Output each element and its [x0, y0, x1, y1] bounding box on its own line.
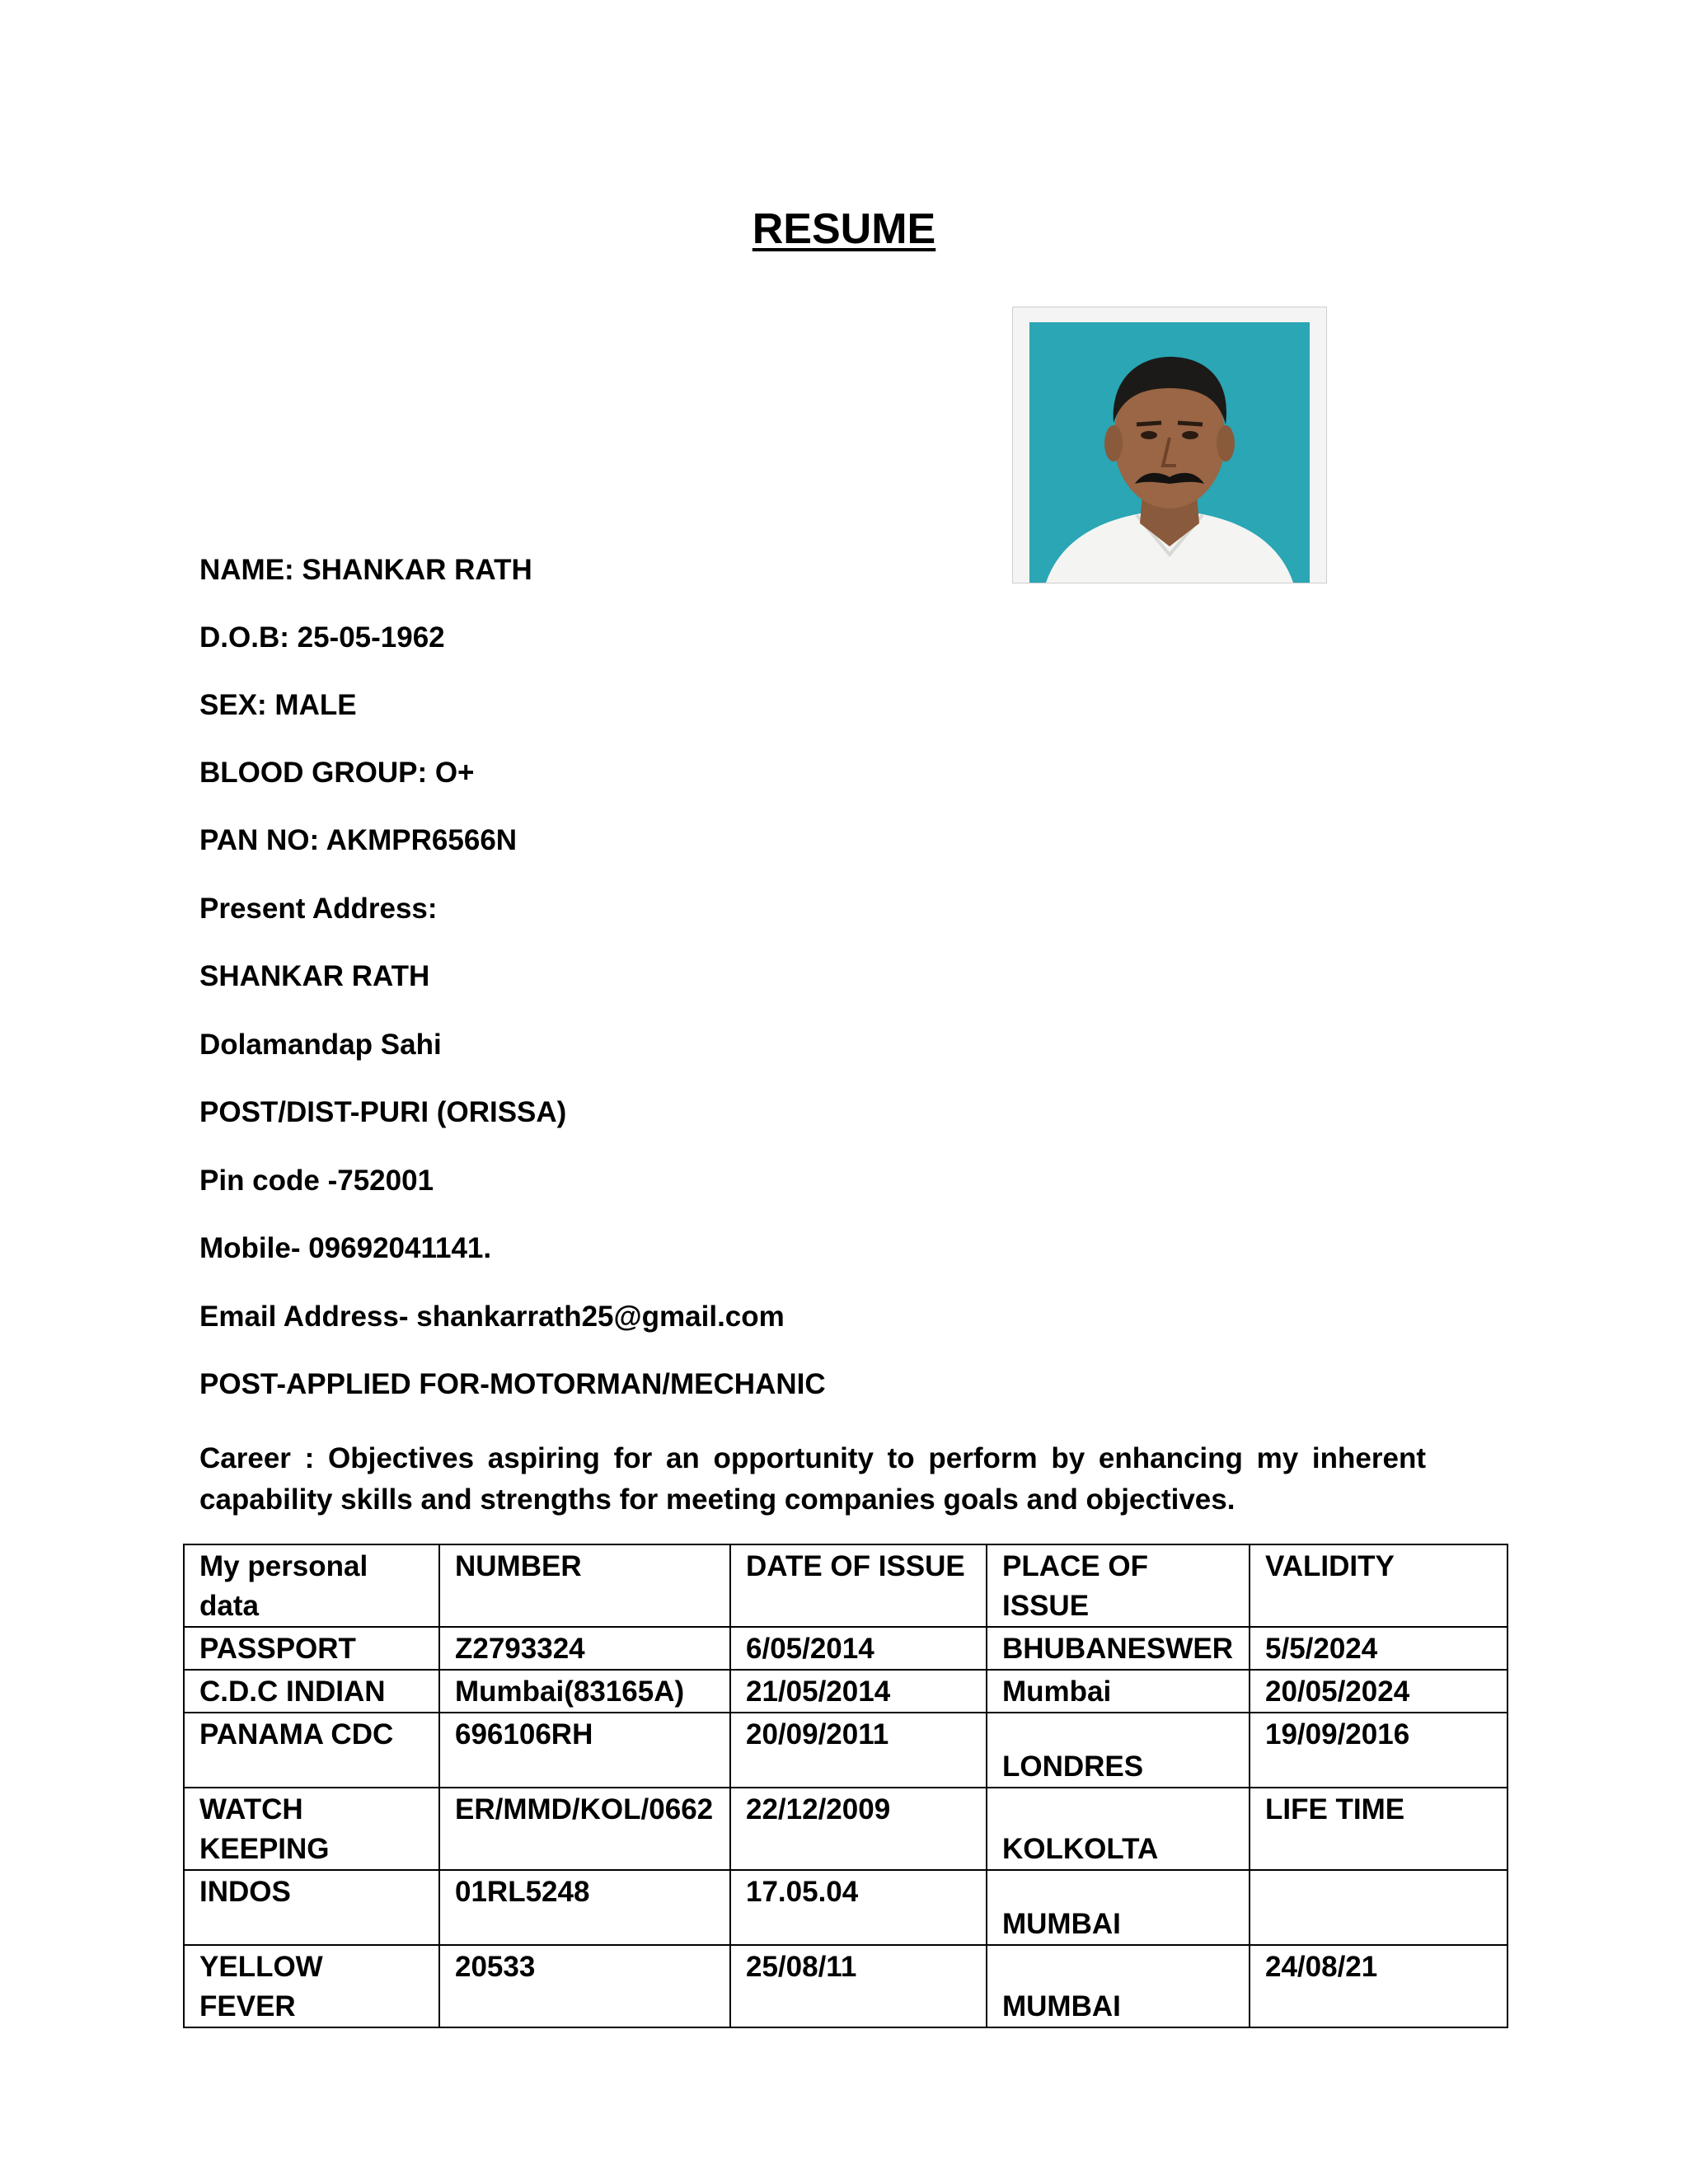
blood-group-field: BLOOD GROUP: O+: [199, 757, 475, 789]
table-cell: MUMBAI: [987, 1945, 1250, 2027]
table-header-cell: NUMBER: [439, 1544, 730, 1627]
pin-code-field: Pin code -752001: [199, 1165, 434, 1197]
table-cell: 696106RH: [439, 1713, 730, 1788]
name-field: NAME: SHANKAR RATH: [199, 554, 532, 586]
table-cell: MUMBAI: [987, 1870, 1250, 1945]
table-cell: INDOS: [184, 1870, 439, 1945]
table-header-cell: DATE OF ISSUE: [730, 1544, 987, 1627]
email-field: Email Address- shankarrath25@gmail.com: [199, 1301, 785, 1333]
address-heading: Present Address:: [199, 893, 438, 925]
table-cell: PANAMA CDC: [184, 1713, 439, 1788]
table-cell: 19/09/2016: [1250, 1713, 1507, 1788]
table-cell: 5/5/2024: [1250, 1627, 1507, 1670]
table-cell: ER/MMD/KOL/0662: [439, 1788, 730, 1870]
table-cell: LIFE TIME: [1250, 1788, 1507, 1870]
address-line-2: POST/DIST-PURI (ORISSA): [199, 1096, 567, 1128]
table-cell: C.D.C INDIAN: [184, 1670, 439, 1713]
table-cell: Mumbai: [987, 1670, 1250, 1713]
table-cell: [1250, 1870, 1507, 1945]
address-name: SHANKAR RATH: [199, 960, 430, 992]
table-cell: WATCH KEEPING: [184, 1788, 439, 1870]
table-cell: Mumbai(83165A): [439, 1670, 730, 1713]
table-cell: LONDRES: [987, 1713, 1250, 1788]
table-header-row: [184, 1544, 1507, 1627]
sex-field: SEX: MALE: [199, 689, 357, 721]
table-cell: 24/08/21: [1250, 1945, 1507, 2027]
table-row: [184, 1713, 1507, 1788]
table-header-cell: My personal data: [184, 1544, 439, 1627]
table-cell: 22/12/2009: [730, 1788, 987, 1870]
table-cell: 6/05/2014: [730, 1627, 987, 1670]
page-title: RESUME: [752, 205, 936, 253]
table-cell: 21/05/2014: [730, 1670, 987, 1713]
table-row: [184, 1945, 1507, 2027]
table-row: [184, 1788, 1507, 1870]
table-cell: 17.05.04: [730, 1870, 987, 1945]
portrait-photo: [1012, 307, 1327, 583]
table-cell: 20533: [439, 1945, 730, 2027]
table-header-cell: PLACE OF ISSUE: [987, 1544, 1250, 1627]
table-header-cell: VALIDITY: [1250, 1544, 1507, 1627]
table-cell: PASSPORT: [184, 1627, 439, 1670]
documents-table: [183, 1544, 1508, 2028]
mobile-field: Mobile- 09692041141.: [199, 1232, 492, 1264]
table-cell: Z2793324: [439, 1627, 730, 1670]
table-cell: 20/09/2011: [730, 1713, 987, 1788]
table-cell: KOLKOLTA: [987, 1788, 1250, 1870]
table-cell: 25/08/11: [730, 1945, 987, 2027]
dob-field: D.O.B: 25-05-1962: [199, 621, 445, 654]
table-row: [184, 1627, 1507, 1670]
table-cell: 01RL5248: [439, 1870, 730, 1945]
table-row: [184, 1870, 1507, 1945]
career-objective: Career : Objectives aspiring for an opportunity to perform by enhancing my inherent capability skills and strengths for meeting companies goals and objectives.: [199, 1442, 1426, 1516]
pan-field: PAN NO: AKMPR6566N: [199, 824, 518, 856]
address-line-1: Dolamandap Sahi: [199, 1029, 442, 1061]
table-cell: BHUBANESWER: [987, 1627, 1250, 1670]
post-applied-field: POST-APPLIED FOR-MOTORMAN/MECHANIC: [199, 1368, 826, 1400]
table-cell: 20/05/2024: [1250, 1670, 1507, 1713]
table-row: [184, 1670, 1507, 1713]
table-cell: YELLOW FEVER: [184, 1945, 439, 2027]
